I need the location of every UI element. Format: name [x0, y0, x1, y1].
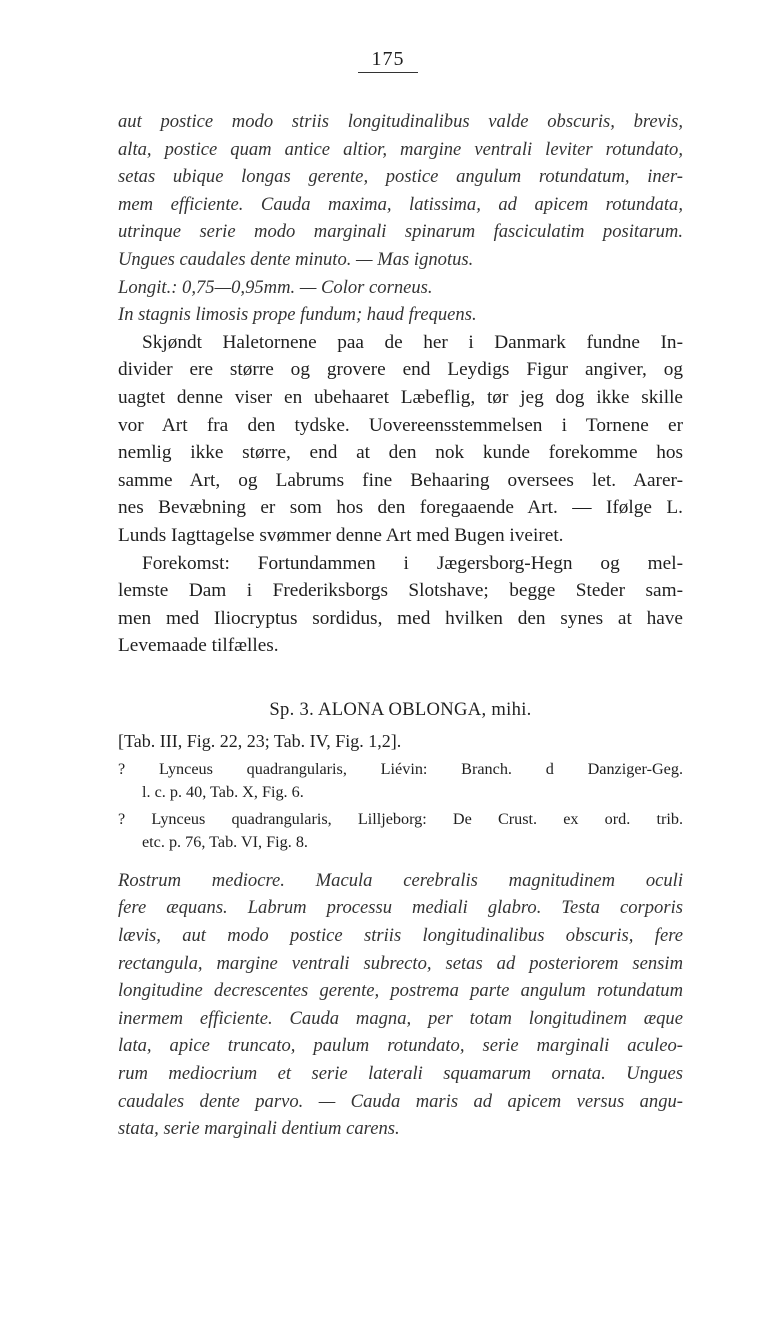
synonym-1 [118, 758, 683, 804]
danish-line: Levemaade tilfælles. [118, 635, 279, 657]
danish-line: lemste Dam i Frederiksborgs Slotshave; begge Steder sam- [118, 580, 683, 602]
danish-line: Forekomst: Fortundammen i Jægersborg-Hegn og mel- [142, 552, 683, 574]
danish-line: nemlig ikke større, end at den nok kunde forekomme hos [118, 442, 683, 464]
latin-line: caudales dente parvo. — Cauda maris ad apicem versus angu- [118, 1090, 683, 1112]
latin-line: mem efficiente. Cauda maxima, latissima, ad apicem rotundata, [118, 193, 683, 215]
length-color-line: Longit.: 0,75—0,95mm. — Color corneus. [118, 276, 433, 298]
synonym-line: ? Lynceus quadrangularis, Lilljeborg: De Crust. ex ord. trib. [118, 809, 683, 828]
latin-description-1 [118, 108, 683, 329]
synonym-2 [118, 808, 683, 854]
latin-line: lævis, aut modo postice striis longitudinalibus obscuris, fere [118, 925, 683, 947]
danish-line: Lunds Iagttagelse svømmer denne Art med Bugen iveiret. [118, 524, 564, 546]
latin-line: Rostrum mediocre. Macula cerebralis magnitudinem oculi [118, 869, 683, 891]
latin-line: setas ubique longas gerente, postice angulum rotundatum, iner- [118, 166, 683, 188]
danish-paragraph-2 [118, 550, 683, 660]
latin-description-2 [118, 867, 683, 1143]
species-tab-reference: [Tab. III, Fig. 22, 23; Tab. IV, Fig. 1,2]. [118, 730, 402, 751]
danish-line: Skjøndt Haletornene paa de her i Danmark fundne In- [142, 331, 683, 353]
latin-line: aut postice modo striis longitudinalibus valde obscuris, brevis, [118, 111, 683, 132]
danish-line: vor Art fra den tydske. Uovereensstemmelsen i Tornene er [118, 414, 683, 436]
danish-line: divider ere større og grovere end Leydigs Figur angiver, og [118, 359, 683, 381]
page [118, 48, 683, 1143]
latin-line: utrinque serie modo marginali spinarum fasciculatim positarum. [118, 221, 683, 243]
page-number: 175 [358, 48, 418, 73]
latin-line: inermem efficiente. Cauda magna, per totam longitudinem æque [118, 1007, 683, 1029]
latin-line: rectangula, margine ventrali subrecto, setas ad posteriorem sensim [118, 952, 683, 974]
species-header: Sp. 3. ALONA OBLONGA, mihi. [269, 698, 532, 720]
danish-line: uagtet denne viser en ubehaaret Læbeflig, tør jeg dog ikke skille [118, 386, 683, 408]
latin-line: stata, serie marginali dentium carens. [118, 1118, 400, 1140]
latin-line: alta, postice quam antice altior, margine ventrali leviter rotundato, [118, 138, 683, 160]
danish-line: nes Bevæbning er som hos den foregaaende Art. — Ifølge L. [118, 497, 683, 519]
latin-line: fere æquans. Labrum processu mediali glabro. Testa corporis [118, 897, 683, 919]
latin-line: rum mediocrium et serie laterali squamarum ornata. Ungues [118, 1063, 683, 1085]
latin-line: Ungues caudales dente minuto. — Mas ignotus. [118, 248, 474, 270]
danish-line: men med Iliocryptus sordidus, med hvilken den synes at have [118, 607, 683, 629]
synonym-line: ? Lynceus quadrangularis, Liévin: Branch. d Danziger-Geg. [118, 759, 683, 778]
danish-line: samme Art, og Labrums fine Behaaring oversees let. Aarer- [118, 469, 683, 491]
synonym-line: etc. p. 76, Tab. VI, Fig. 8. [142, 832, 308, 851]
latin-line: longitudine decrescentes gerente, postrema parte angulum rotundatum [118, 980, 683, 1002]
latin-line: lata, apice truncato, paulum rotundato, serie marginali aculeo- [118, 1035, 683, 1057]
synonym-line: l. c. p. 40, Tab. X, Fig. 6. [142, 782, 304, 801]
habitat-line: In stagnis limosis prope fundum; haud frequens. [118, 304, 477, 326]
danish-paragraph-1 [118, 329, 683, 550]
